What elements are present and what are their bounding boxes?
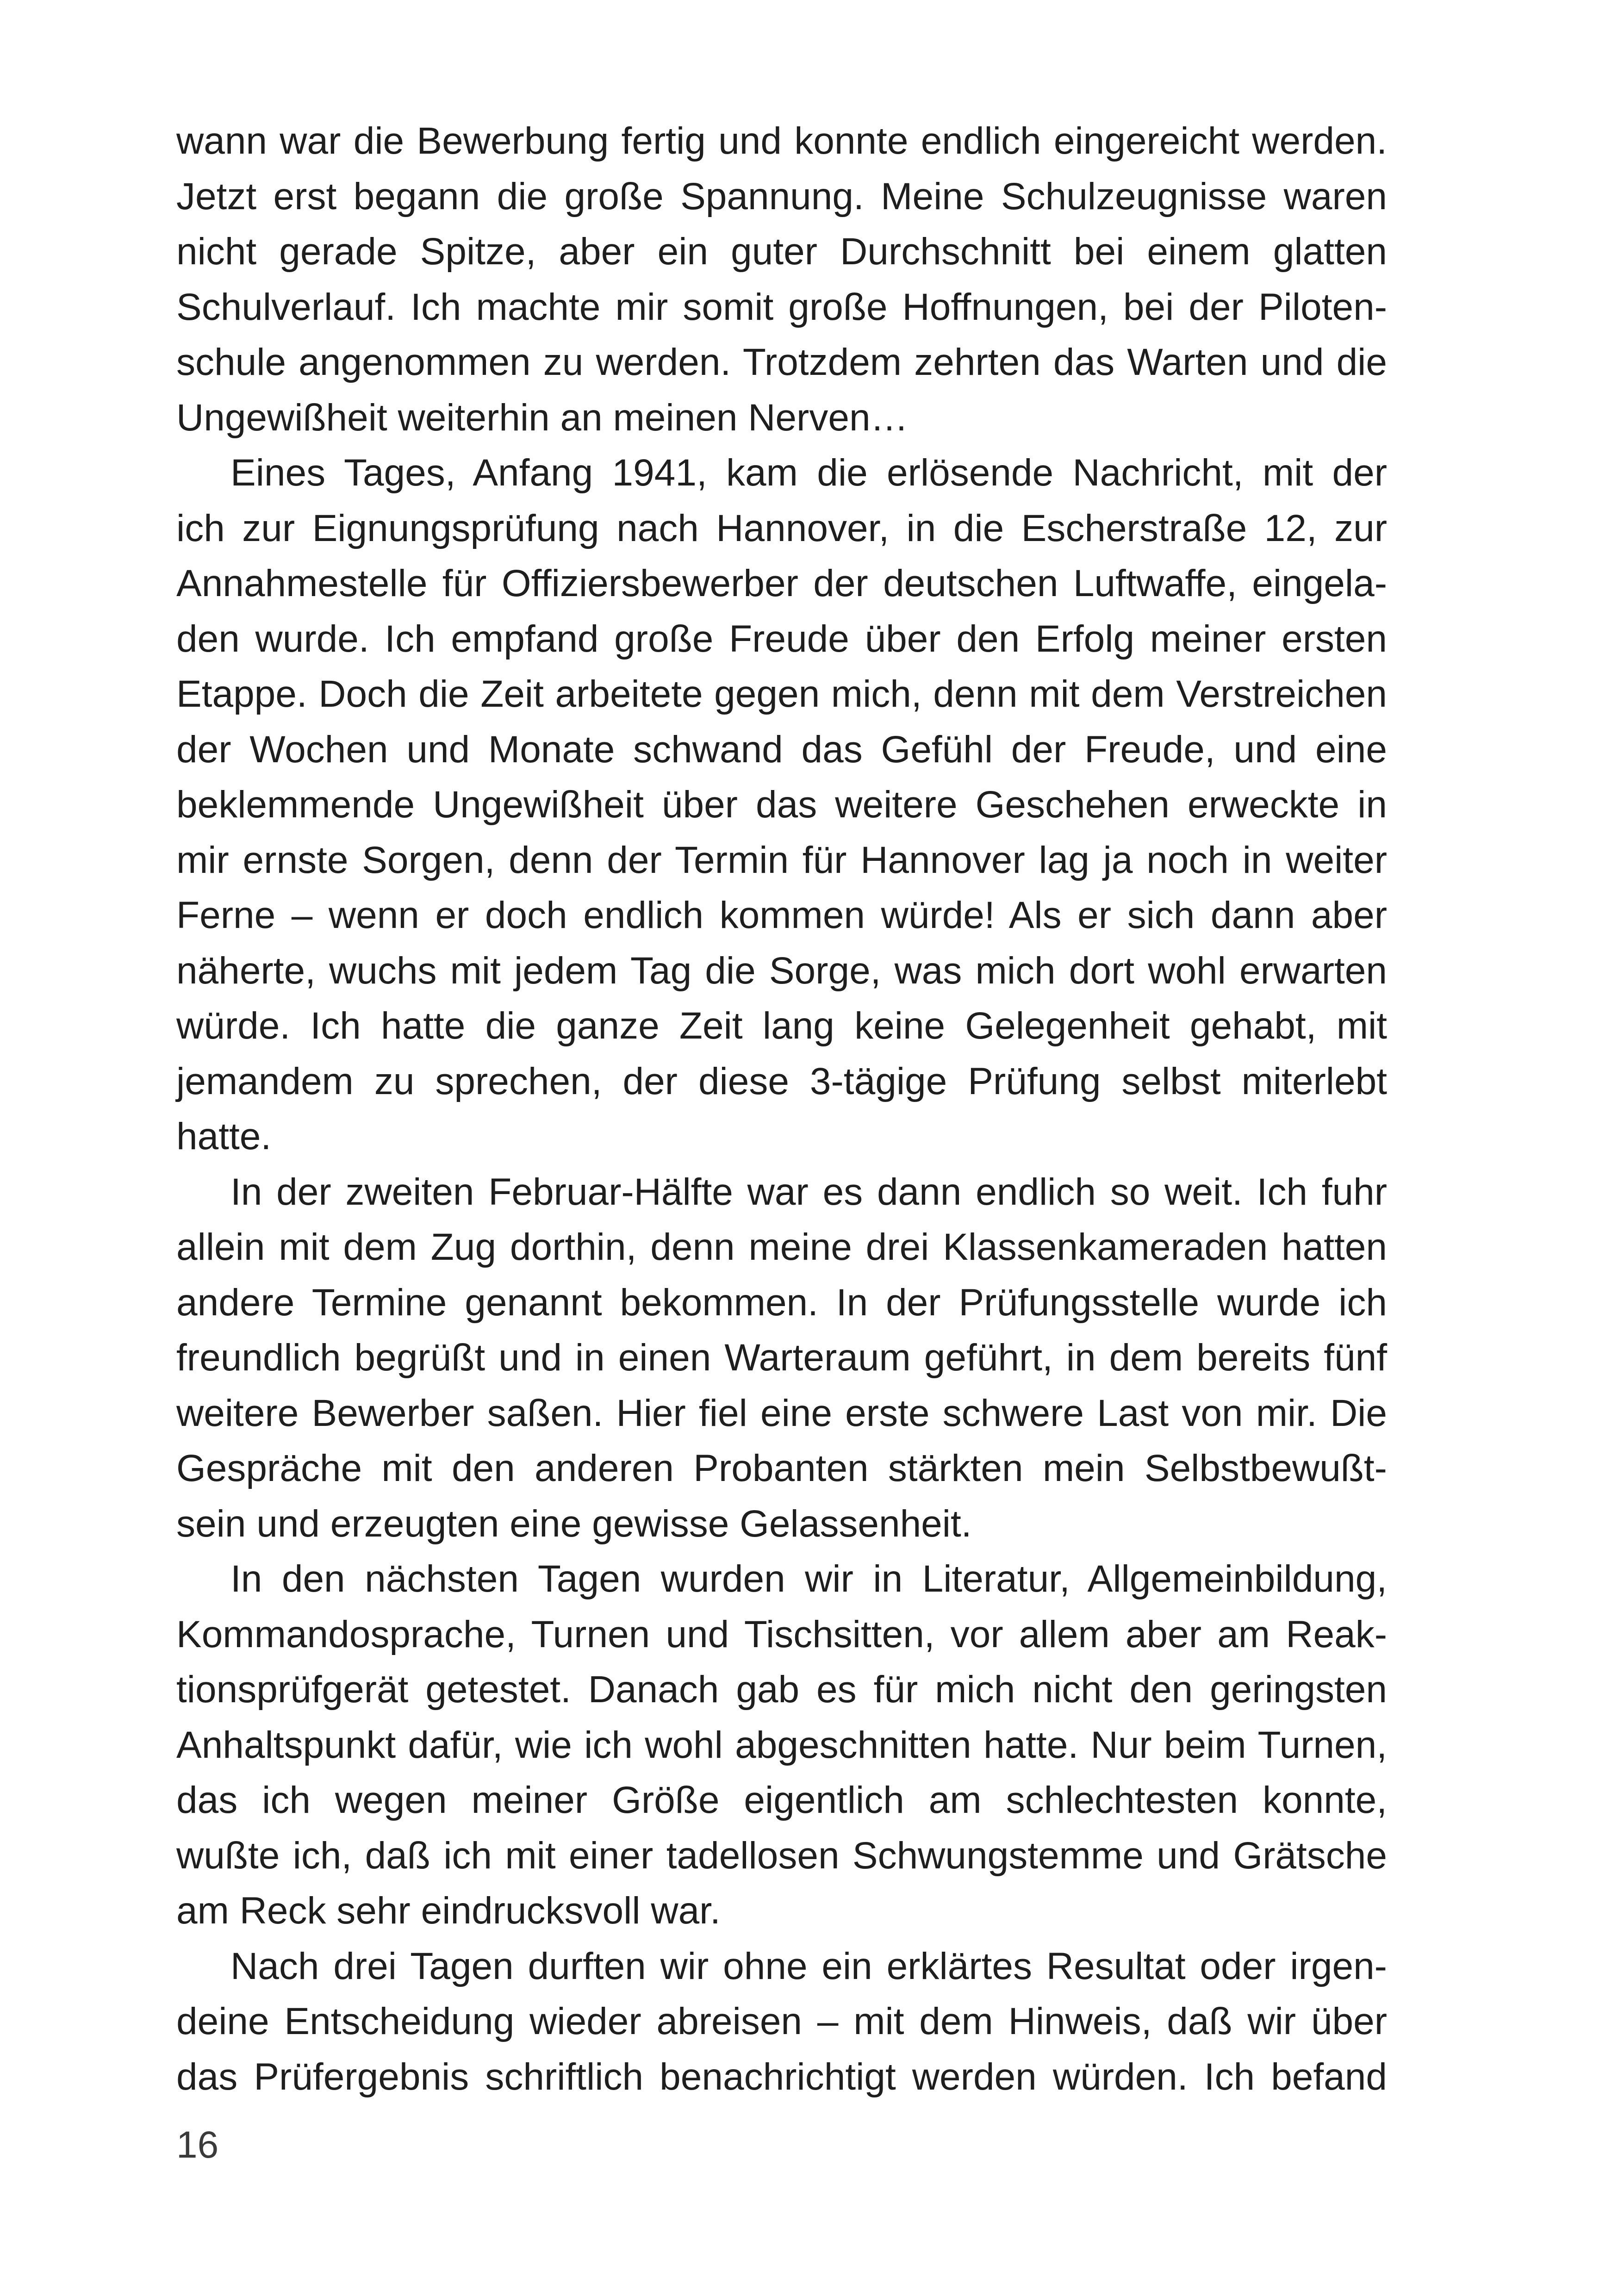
text-line: würde. Ich hatte die ganze Zeit lang keine Gelegenheit gehabt, mit [176, 1005, 1387, 1047]
text-line: mir ernste Sorgen, denn der Termin für Hannover lag ja noch in weiter [176, 839, 1387, 881]
text-line: Nach drei Tagen durften wir ohne ein erklärtes Resultat oder irgen- [230, 1945, 1387, 1987]
text-line: Jetzt erst begann die große Spannung. Meine Schulzeugnisse waren [176, 175, 1387, 218]
text-line: hatte. [176, 1115, 272, 1157]
text-line: Gespräche mit den anderen Probanten stärkten mein Selbstbewußt- [176, 1447, 1387, 1489]
text-line: Eines Tages, Anfang 1941, kam die erlösende Nachricht, mit der [230, 452, 1387, 494]
text-line: In den nächsten Tagen wurden wir in Literatur, Allgemeinbildung, [230, 1558, 1387, 1600]
text-line: wann war die Bewerbung fertig und konnte endlich eingereicht werden. [176, 120, 1387, 162]
text-line: deine Entscheidung wieder abreisen – mit dem Hinweis, daß wir über [176, 2000, 1387, 2042]
text-line: Annahmestelle für Offiziersbewerber der deutschen Luftwaffe, eingela- [176, 562, 1387, 604]
text-line: tionsprüfgerät getestet. Danach gab es für mich nicht den geringsten [176, 1668, 1387, 1711]
paragraph [176, 1939, 1387, 2105]
paragraph [176, 113, 1387, 445]
body-text [176, 113, 1387, 2104]
text-line: beklemmende Ungewißheit über das weitere Geschehen erweckte in [176, 784, 1387, 826]
page-number: 16 [176, 2124, 219, 2166]
text-line: Etappe. Doch die Zeit arbeitete gegen mich, denn mit dem Verstreichen [176, 673, 1387, 715]
text-line: der Wochen und Monate schwand das Gefühl der Freude, und eine [176, 728, 1387, 771]
text-line: den wurde. Ich empfand große Freude über den Erfolg meiner ersten [176, 617, 1387, 660]
text-line: weitere Bewerber saßen. Hier fiel eine erste schwere Last von mir. Die [176, 1392, 1387, 1434]
text-line: freundlich begrüßt und in einen Warteraum geführt, in dem bereits fünf [176, 1337, 1387, 1379]
text-line: nicht gerade Spitze, aber ein guter Durchschnitt bei einem glatten [176, 230, 1387, 273]
text-line: Schulverlauf. Ich machte mir somit große Hoffnungen, bei der Piloten- [176, 286, 1387, 328]
text-line: sein und erzeugten eine gewisse Gelassenheit. [176, 1502, 972, 1545]
text-line: das ich wegen meiner Größe eigentlich am schlechtesten konnte, [176, 1779, 1387, 1821]
text-line: das Prüfergebnis schriftlich benachrichtigt werden würden. Ich befand [176, 2055, 1387, 2098]
text-line: am Reck sehr eindrucksvoll war. [176, 1890, 721, 1932]
text-line: Anhaltspunkt dafür, wie ich wohl abgeschnitten hatte. Nur beim Turnen, [176, 1724, 1387, 1766]
text-line: wußte ich, daß ich mit einer tadellosen Schwungstemme und Grätsche [176, 1834, 1387, 1877]
text-line: Ferne – wenn er doch endlich kommen würde! Als er sich dann aber [176, 894, 1387, 936]
text-line: näherte, wuchs mit jedem Tag die Sorge, was mich dort wohl erwarten [176, 949, 1387, 992]
paragraph [176, 445, 1387, 1164]
text-line: Kommandosprache, Turnen und Tischsitten, vor allem aber am Reak- [176, 1613, 1387, 1655]
text-line: jemandem zu sprechen, der diese 3-tägige Prüfung selbst miterlebt [176, 1060, 1387, 1102]
text-line: schule angenommen zu werden. Trotzdem zehrten das Warten und die [176, 341, 1387, 383]
text-line: ich zur Eignungsprüfung nach Hannover, in die Escherstraße 12, zur [176, 507, 1387, 549]
text-line: Ungewißheit weiterhin an meinen Nerven… [176, 396, 909, 439]
paragraph [176, 1551, 1387, 1939]
paragraph [176, 1164, 1387, 1552]
text-line: andere Termine genannt bekommen. In der Prüfungsstelle wurde ich [176, 1281, 1387, 1324]
text-line: allein mit dem Zug dorthin, denn meine drei Klassenkameraden hatten [176, 1226, 1387, 1268]
text-line: In der zweiten Februar-Hälfte war es dann endlich so weit. Ich fuhr [230, 1170, 1387, 1213]
